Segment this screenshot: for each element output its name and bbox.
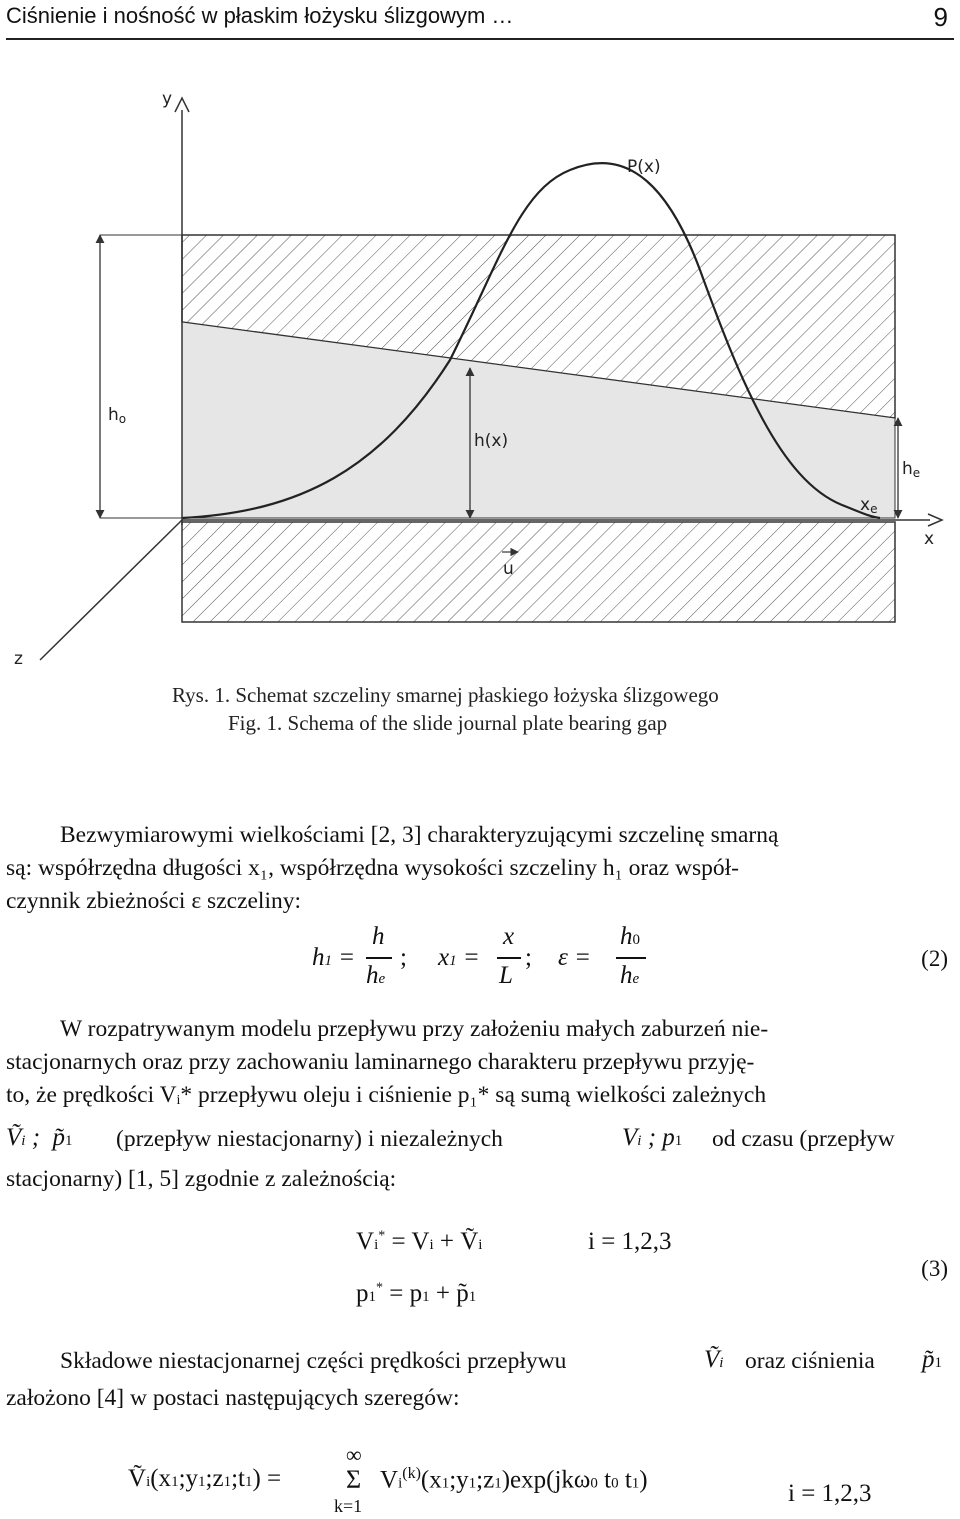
- u-label: u: [503, 559, 514, 579]
- paragraph-2-line-3: to, że prędkości Vᵢ* przepływu oleju i ciśnienie p₁* są sumą wielkości zależnych: [6, 1082, 767, 1108]
- z-axis: [40, 520, 182, 660]
- paragraph-1-line-1: Bezwymiarowymi wielkościami [2, 3] charakteryzującymi szczelinę smarną: [60, 822, 779, 848]
- figure-caption-en: Fig. 1. Schema of the slide journal plate bearing gap: [228, 711, 668, 735]
- figure-caption-pl: Rys. 1. Schemat szczeliny smarnej płaskiego łożyska ślizgowego: [172, 683, 719, 707]
- paragraph-2-line-1: W rozpatrywanym modelu przepływu przy założeniu małych zaburzeń nie-: [60, 1016, 769, 1042]
- y-axis-label: y: [162, 89, 173, 109]
- equation-2-number: (2): [921, 946, 948, 971]
- equation-3-index: i = 1,2,3: [588, 1228, 672, 1255]
- paragraph-1-line-2: są: współrzędna długości x₁, współrzędna wysokości szczeliny h₁ oraz współ-: [6, 855, 739, 881]
- lower-plate: [182, 522, 895, 622]
- v-tilde-symbol: Ṽi ; p̃1: [6, 1124, 73, 1151]
- equation-4-index: i = 1,2,3: [788, 1480, 872, 1507]
- he-label: he: [902, 459, 921, 480]
- pressure-label: P(x): [627, 157, 661, 177]
- page-number: 9: [933, 2, 948, 32]
- h0-label: ho: [108, 405, 127, 426]
- paragraph-2-line-4a: (przepływ niestacjonarny) i niezależnych: [116, 1126, 503, 1152]
- hx-label: h(x): [474, 431, 509, 451]
- paragraph-2-line-4b: od czasu (przepływ: [712, 1126, 895, 1152]
- equation-3-number: (3): [921, 1256, 948, 1281]
- x-axis-label: x: [924, 529, 935, 549]
- running-head: [6, 0, 954, 40]
- running-title: Ciśnienie i nośność w płaskim łożysku ślizgowym …: [6, 3, 514, 28]
- paragraph-3-line-2: założono [4] w postaci następujących szeregów:: [6, 1385, 460, 1411]
- xe-label: xe: [860, 495, 878, 516]
- z-axis-label: z: [14, 649, 23, 669]
- paragraph-2-line-2: stacjonarnych oraz przy zachowaniu laminarnego charakteru przepływu przyję-: [6, 1049, 755, 1075]
- paragraph-3-line-1b: oraz ciśnienia: [745, 1348, 875, 1374]
- paragraph-3-line-1a: Składowe niestacjonarnej części prędkości przepływu: [60, 1348, 567, 1374]
- paragraph-1-line-3: czynnik zbieżności ε szczeliny:: [6, 888, 302, 914]
- paragraph-2-line-5: stacjonarny) [1, 5] zgodnie z zależnością:: [6, 1166, 397, 1192]
- bearing-gap-figure: [0, 70, 960, 690]
